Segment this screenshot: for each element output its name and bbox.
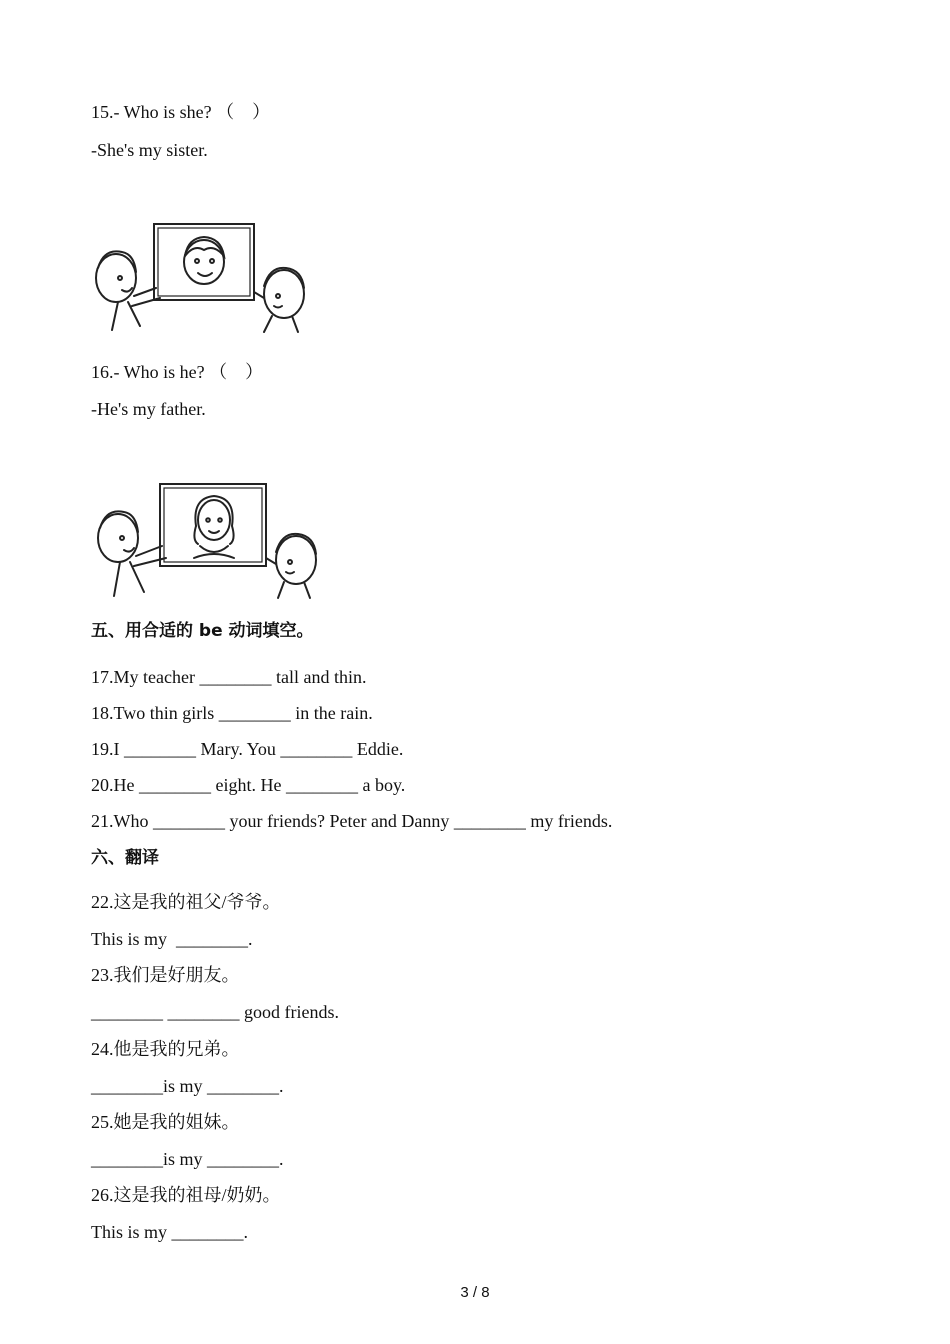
question-23-english: ________ ________ good friends.	[91, 1002, 339, 1022]
answer-15: -She's my sister.	[91, 140, 208, 160]
page-number: 3 / 8	[460, 1284, 490, 1301]
right-child-figure	[254, 268, 304, 332]
question-24-chinese: 24.他是我的兄弟。	[91, 1039, 240, 1059]
question-20: 20.He ________ eight. He ________ a boy.	[91, 775, 406, 795]
question-26-chinese: 26.这是我的祖母/奶奶。	[91, 1185, 281, 1205]
answer-16: -He's my father.	[91, 399, 206, 419]
question-17: 17.My teacher ________ tall and thin.	[91, 667, 367, 687]
question-19: 19.I ________ Mary. You ________ Eddie.	[91, 739, 404, 759]
question-26-english: This is my ________.	[91, 1222, 249, 1242]
question-18: 18.Two thin girls ________ in the rain.	[91, 703, 373, 723]
picture-children-holding-portrait-boy	[88, 218, 313, 336]
portrait-of-boy-icon	[184, 237, 224, 284]
portrait-of-woman-icon	[194, 496, 234, 558]
question-21: 21.Who ________ your friends? Peter and Danny ________ my friends.	[91, 811, 613, 831]
question-16: 16.- Who is he? （ ）	[91, 362, 264, 382]
picture-frame	[154, 224, 254, 300]
right-child-figure	[266, 534, 316, 598]
question-24-english: ________is my ________.	[91, 1076, 284, 1096]
section-6-heading: 六、翻译	[91, 848, 159, 868]
section-5-heading: 五、用合适的 be 动词填空。	[91, 621, 314, 641]
question-22-chinese: 22.这是我的祖父/爷爷。	[91, 892, 281, 912]
question-25-chinese: 25.她是我的姐妹。	[91, 1112, 240, 1132]
question-22-english: This is my ________.	[91, 929, 253, 949]
question-23-chinese: 23.我们是好朋友。	[91, 965, 240, 985]
left-child-figure	[98, 511, 166, 596]
left-child-figure	[96, 251, 160, 330]
picture-children-holding-portrait-woman	[88, 480, 328, 602]
question-15: 15.- Who is she? （ ）	[91, 102, 271, 122]
question-25-english: ________is my ________.	[91, 1149, 284, 1169]
